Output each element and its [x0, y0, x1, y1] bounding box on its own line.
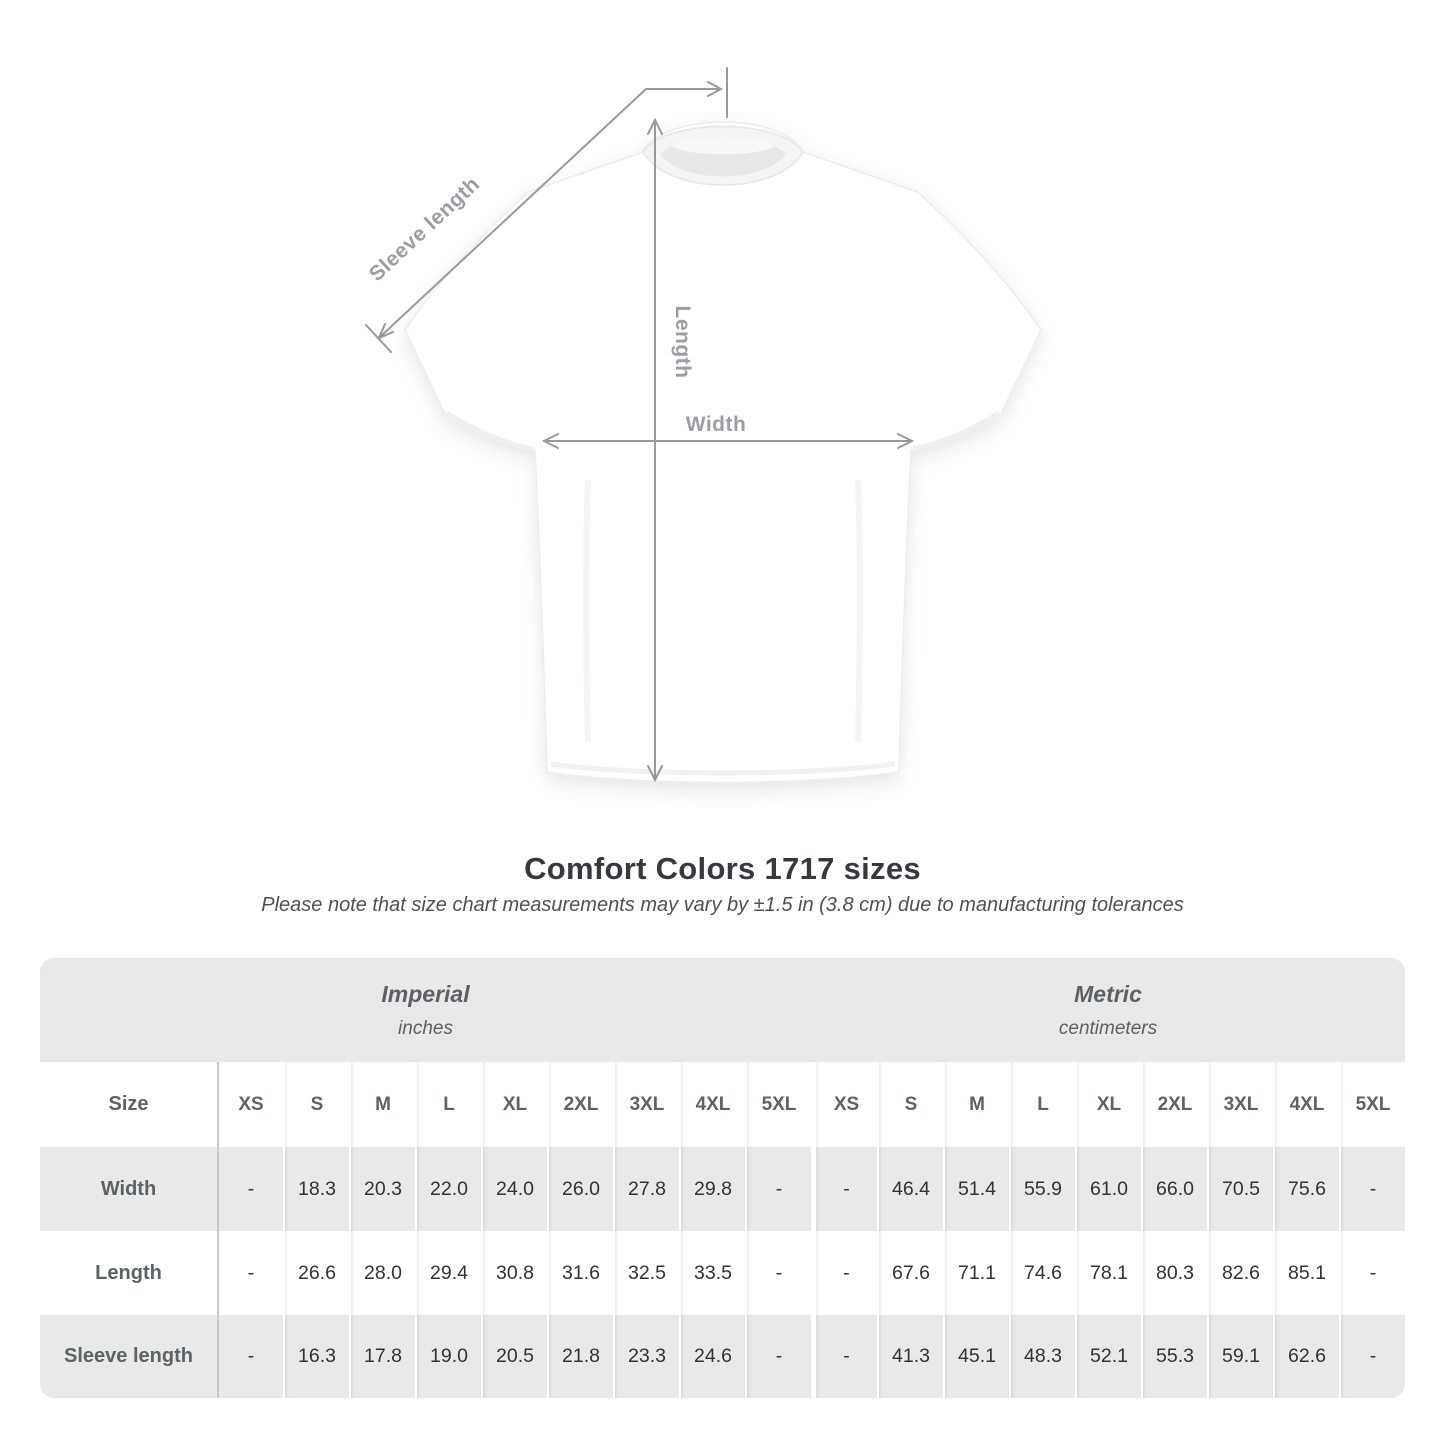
size-header-cell: L — [415, 1062, 481, 1147]
table-cell: 22.0 — [415, 1147, 481, 1231]
table-cell: 51.4 — [943, 1147, 1009, 1231]
table-cell: 71.1 — [943, 1231, 1009, 1315]
size-header-cell: 2XL — [547, 1062, 613, 1147]
table-cell: 67.6 — [877, 1231, 943, 1315]
table-cell: 74.6 — [1009, 1231, 1075, 1315]
table-cell: 55.9 — [1009, 1147, 1075, 1231]
page-title: Comfort Colors 1717 sizes — [524, 851, 921, 886]
table-cell: 17.8 — [349, 1315, 415, 1398]
table-cell: 80.3 — [1141, 1231, 1207, 1315]
table-cell: 26.0 — [547, 1147, 613, 1231]
size-header-cell: XL — [481, 1062, 547, 1147]
size-header-cell: S — [283, 1062, 349, 1147]
table-cell: 29.8 — [679, 1147, 745, 1231]
size-header-cell: XS — [217, 1062, 283, 1147]
table-cell: 32.5 — [613, 1231, 679, 1315]
tolerance-note: Please note that size chart measurements may vary by ±1.5 in (3.8 cm) due to manufacturing tolerances — [261, 894, 1184, 916]
table-cell: 82.6 — [1207, 1231, 1273, 1315]
table-cell: 33.5 — [679, 1231, 745, 1315]
table-cell: 24.6 — [679, 1315, 745, 1398]
table-cell: 30.8 — [481, 1231, 547, 1315]
size-header-cell: 5XL — [745, 1062, 811, 1147]
table-cell: - — [811, 1231, 877, 1315]
row-label-length: Length — [40, 1231, 217, 1315]
row-label-sleeve-length: Sleeve length — [40, 1315, 217, 1398]
size-header-cell: 3XL — [613, 1062, 679, 1147]
table-cell: - — [1339, 1147, 1405, 1231]
size-header-cell: L — [1009, 1062, 1075, 1147]
imperial-unit-label: inches — [398, 1017, 453, 1039]
table-cell: - — [1339, 1315, 1405, 1398]
fabric-crease-left — [586, 480, 588, 742]
length-label: Length — [671, 305, 694, 379]
table-cell: 20.5 — [481, 1315, 547, 1398]
size-header-cell: XL — [1075, 1062, 1141, 1147]
imperial-label: Imperial — [381, 980, 470, 1007]
size-header-cell: M — [943, 1062, 1009, 1147]
table-cell: 85.1 — [1273, 1231, 1339, 1315]
size-header-cell: 4XL — [679, 1062, 745, 1147]
table-cell: - — [745, 1315, 811, 1398]
row-label-width: Width — [40, 1147, 217, 1231]
size-header-cell: S — [877, 1062, 943, 1147]
table-cell: 78.1 — [1075, 1231, 1141, 1315]
size-header-cell: M — [349, 1062, 415, 1147]
size-header-cell: 5XL — [1339, 1062, 1405, 1147]
metric-unit-label: centimeters — [1058, 1017, 1158, 1039]
metric-label: Metric — [1074, 980, 1142, 1007]
table-cell: 24.0 — [481, 1147, 547, 1231]
table-cell: 21.8 — [547, 1315, 613, 1398]
table-cell: - — [745, 1231, 811, 1315]
tshirt-body — [405, 122, 1041, 783]
fabric-crease-right — [858, 480, 860, 742]
table-cell: 27.8 — [613, 1147, 679, 1231]
table-cell: 26.6 — [283, 1231, 349, 1315]
table-cell: - — [217, 1147, 283, 1231]
table-cell: 46.4 — [877, 1147, 943, 1231]
table-cell: 62.6 — [1273, 1315, 1339, 1398]
table-cell: - — [217, 1315, 283, 1398]
size-grid — [40, 1062, 1405, 1398]
table-cell: 70.5 — [1207, 1147, 1273, 1231]
table-cell: 28.0 — [349, 1231, 415, 1315]
sleeve-length-label: Sleeve length — [364, 172, 485, 287]
table-cell: 45.1 — [943, 1315, 1009, 1398]
unit-group-metric — [811, 958, 1405, 1062]
table-cell: - — [811, 1315, 877, 1398]
unit-group-imperial — [40, 958, 811, 1062]
table-cell: 23.3 — [613, 1315, 679, 1398]
size-header-cell: XS — [811, 1062, 877, 1147]
table-cell: 20.3 — [349, 1147, 415, 1231]
table-cell: - — [745, 1147, 811, 1231]
table-cell: - — [217, 1231, 283, 1315]
table-cell: 18.3 — [283, 1147, 349, 1231]
size-table — [40, 958, 1405, 1398]
table-cell: 16.3 — [283, 1315, 349, 1398]
size-header-cell: 4XL — [1273, 1062, 1339, 1147]
table-cell: 48.3 — [1009, 1315, 1075, 1398]
table-cell: 31.6 — [547, 1231, 613, 1315]
table-cell: - — [811, 1147, 877, 1231]
table-cell: 52.1 — [1075, 1315, 1141, 1398]
tshirt-graphic — [405, 122, 1041, 783]
width-label: Width — [685, 413, 747, 436]
unit-header-band — [40, 958, 1405, 1062]
table-cell: 29.4 — [415, 1231, 481, 1315]
table-cell: - — [1339, 1231, 1405, 1315]
table-cell: 75.6 — [1273, 1147, 1339, 1231]
size-header-cell: 2XL — [1141, 1062, 1207, 1147]
table-cell: 55.3 — [1141, 1315, 1207, 1398]
table-cell: 41.3 — [877, 1315, 943, 1398]
table-cell: 19.0 — [415, 1315, 481, 1398]
table-cell: 66.0 — [1141, 1147, 1207, 1231]
size-header-cell: 3XL — [1207, 1062, 1273, 1147]
table-cell: 61.0 — [1075, 1147, 1141, 1231]
size-column-header: Size — [40, 1062, 217, 1147]
table-cell: 59.1 — [1207, 1315, 1273, 1398]
